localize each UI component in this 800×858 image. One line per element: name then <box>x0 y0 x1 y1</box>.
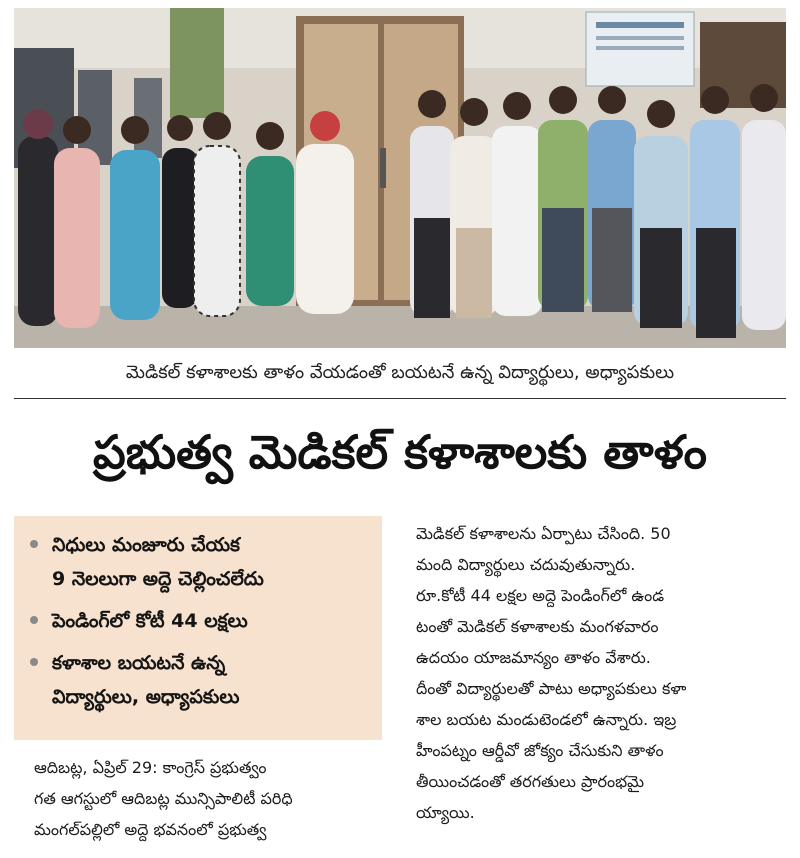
highlight-item <box>30 604 370 638</box>
bullet-icon <box>30 616 38 624</box>
body-line: మెడికల్ కళాశాలను ఏర్పాటు చేసింది. 50 <box>416 524 671 543</box>
highlight-line: 9 నెలలుగా అద్దె చెల్లించలేదు <box>52 568 264 590</box>
body-line: హీంపట్నం ఆర్డీవో జోక్యం చేసుకుని తాళం <box>416 741 664 760</box>
caption-divider <box>14 398 786 399</box>
highlight-line: కళాశాల బయటనే ఉన్న <box>52 652 226 674</box>
article-body-right <box>416 518 788 828</box>
body-line: ఉదయం యాజమాన్యం తాళం వేశారు. <box>416 648 651 667</box>
body-line: టంతో మెడికల్ కళాశాలకు మంగళవారం <box>416 617 659 636</box>
headline: ప్రభుత్వ మెడికల్ కళాశాలకు తాళం <box>93 425 707 479</box>
highlight-line: నిధులు మంజూరు చేయక <box>52 534 240 556</box>
body-line: తీయించడంతో తరగతులు ప్రారంభమై <box>416 772 645 791</box>
highlight-line: పెండింగ్‌లో కోటీ 44 లక్షలు <box>52 610 248 632</box>
body-line: దీంతో విద్యార్థులతో పాటు అధ్యాపకులు కళా <box>416 679 687 698</box>
news-photo <box>14 8 786 348</box>
body-line: రూ.కోటీ 44 లక్షల అద్దె పెండింగ్‌లో ఉండ <box>416 586 665 605</box>
highlight-item <box>30 646 370 714</box>
highlight-line: విద్యార్థులు, అధ్యాపకులు <box>52 686 240 708</box>
highlights-box <box>14 516 382 740</box>
body-line: గత ఆగస్టులో ఆదిబట్ల మున్సిపాలిటీ పరిధి <box>34 789 293 808</box>
photo-caption: మెడికల్ కళాశాలకు తాళం వేయడంతో బయటనే ఉన్న విద్యార్థులు, అధ్యాపకులు <box>125 361 675 383</box>
body-line: య్యాయి. <box>416 803 475 822</box>
bullet-icon <box>30 658 38 666</box>
body-line: మంగల్‌పల్లిలో అద్దె భవనంలో ప్రభుత్వ <box>34 820 267 839</box>
body-line: శాల బయట మండుటెండలో ఉన్నారు. ఇబ్ర <box>416 710 677 729</box>
bullet-icon <box>30 540 38 548</box>
body-line: మంది విద్యార్థులు చదువుతున్నారు. <box>416 555 636 574</box>
article-body-left <box>34 752 386 845</box>
body-line: ఆదిబట్ల, ఏప్రిల్ 29: కాంగ్రెస్ ప్రభుత్వం <box>34 758 267 777</box>
highlight-item <box>30 528 370 596</box>
